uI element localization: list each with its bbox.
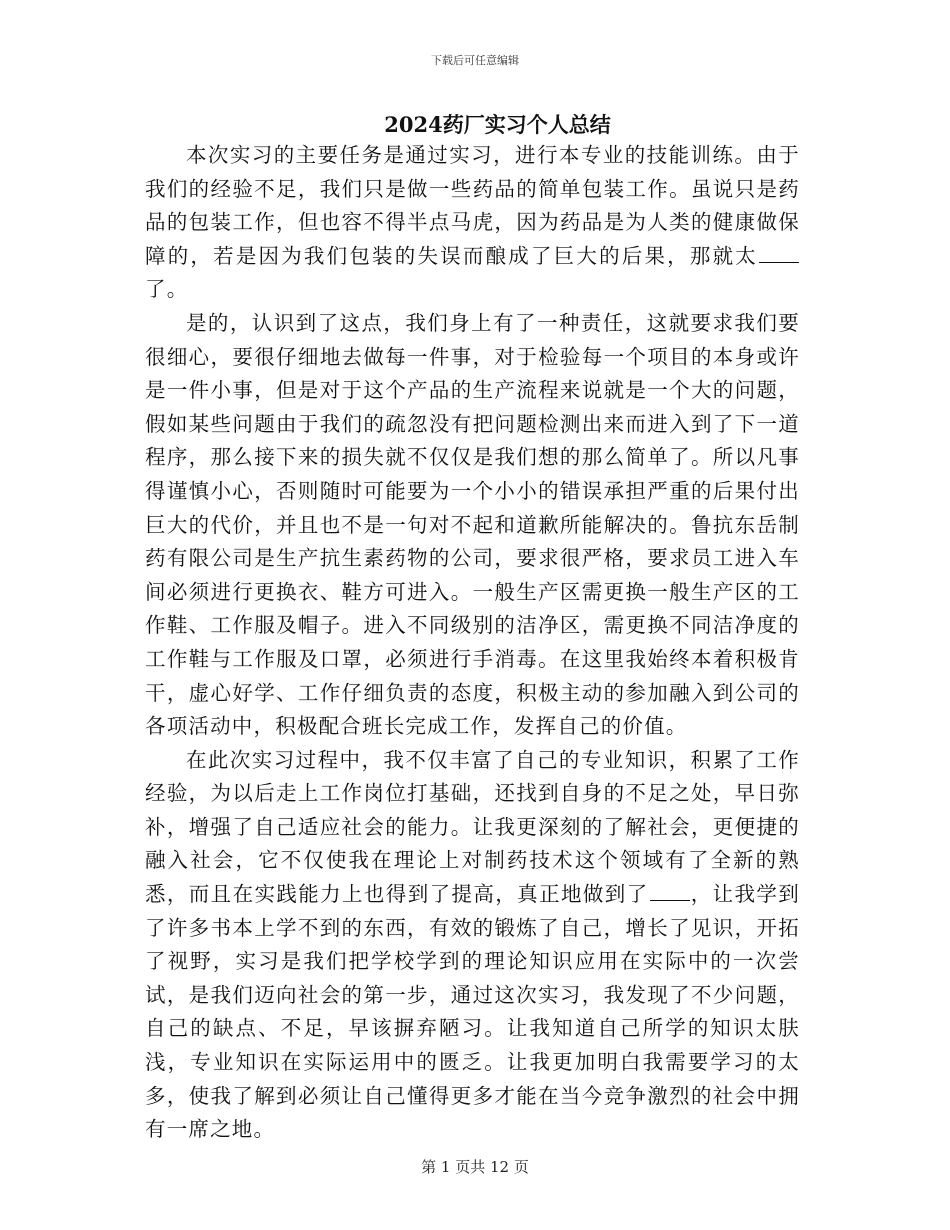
fill-in-blank <box>650 880 690 902</box>
paragraph-2 <box>145 307 800 744</box>
paragraph-3-text-end: ，让我学到了许多书本上学不到的东西，有效的锻炼了自己，增长了见识，开拓了视野，实习是我们把学校学到的理论知识应用在实际中的一次尝试，是我们迈向社会的第一步，通过这次实习，我发现了不少问题，自己的缺点、不足，早该摒弃陋习。让我知道自己所学的知识太肤浅，专业知识在实际运用中的匮乏。让我更加明白我需要学习的太多，使我了解到必须让自己懂得更多才能在当今竞争激烈的社会中拥有一席之地。 <box>145 882 800 1142</box>
paragraph-1-text: 本次实习的主要任务是通过实习，进行本专业的技能训练。由于我们的经验不足，我们只是做一些药品的简单包装工作。虽说只是药品的包装工作，但也容不得半点马虎，因为药品是为人类的健康做保障的，若是因为我们包装的失误而酿成了巨大的后果，那就太 <box>145 143 800 268</box>
page-footer: 第 1 页共 12 页 <box>421 1158 529 1176</box>
paragraph-1-text-end: 了。 <box>145 277 189 302</box>
document-title: 2024药厂实习个人总结 <box>384 112 611 137</box>
paragraph-3-text: 在此次实习过程中，我不仅丰富了自己的专业知识，积累了工作经验，为以后走上工作岗位打基础，还找到自身的不足之处，早日弥补，增强了自己适应社会的能力。让我更深刻的了解社会，更便捷的融入社会，它不仅使我在理论上对制药技术这个领域有了全新的熟悉，而且在实践能力上也得到了提高，真正地做到了 <box>145 747 800 907</box>
paragraph-3 <box>145 744 800 1147</box>
paragraph-2-text: 是的，认识到了这点，我们身上有了一种责任，这就要求我们要很细心，要很仔细地去做每一件事，对于检验每一个项目的本身或许是一件小事，但是对于这个产品的生产流程来说就是一个大的问题，假如某些问题由于我们的疏忽没有把问题检测出来而进入到了下一道程序，那么接下来的损失就不仅仅是我们想的那么简单了。所以凡事得谨慎小心，否则随时可能要为一个小小的错误承担严重的后果付出巨大的代价，并且也不是一句对不起和道歉所能解决的。鲁抗东岳制药有限公司是生产抗生素药物的公司，要求很严格，要求员工进入车间必须进行更换衣、鞋方可进入。一般生产区需更换一般生产区的工作鞋、工作服及帽子。进入不同级别的洁净区，需更换不同洁净度的工作鞋与工作服及口罩，必须进行手消毒。在这里我始终本着积极肯干，虚心好学、工作仔细负责的态度，积极主动的参加融入到公司的各项活动中，积极配合班长完成工作，发挥自己的价值。 <box>145 310 800 739</box>
fill-in-blank <box>759 241 799 263</box>
page-header: 下载后可任意编辑 <box>431 54 519 67</box>
document-body <box>145 139 800 1147</box>
paragraph-1 <box>145 139 800 307</box>
